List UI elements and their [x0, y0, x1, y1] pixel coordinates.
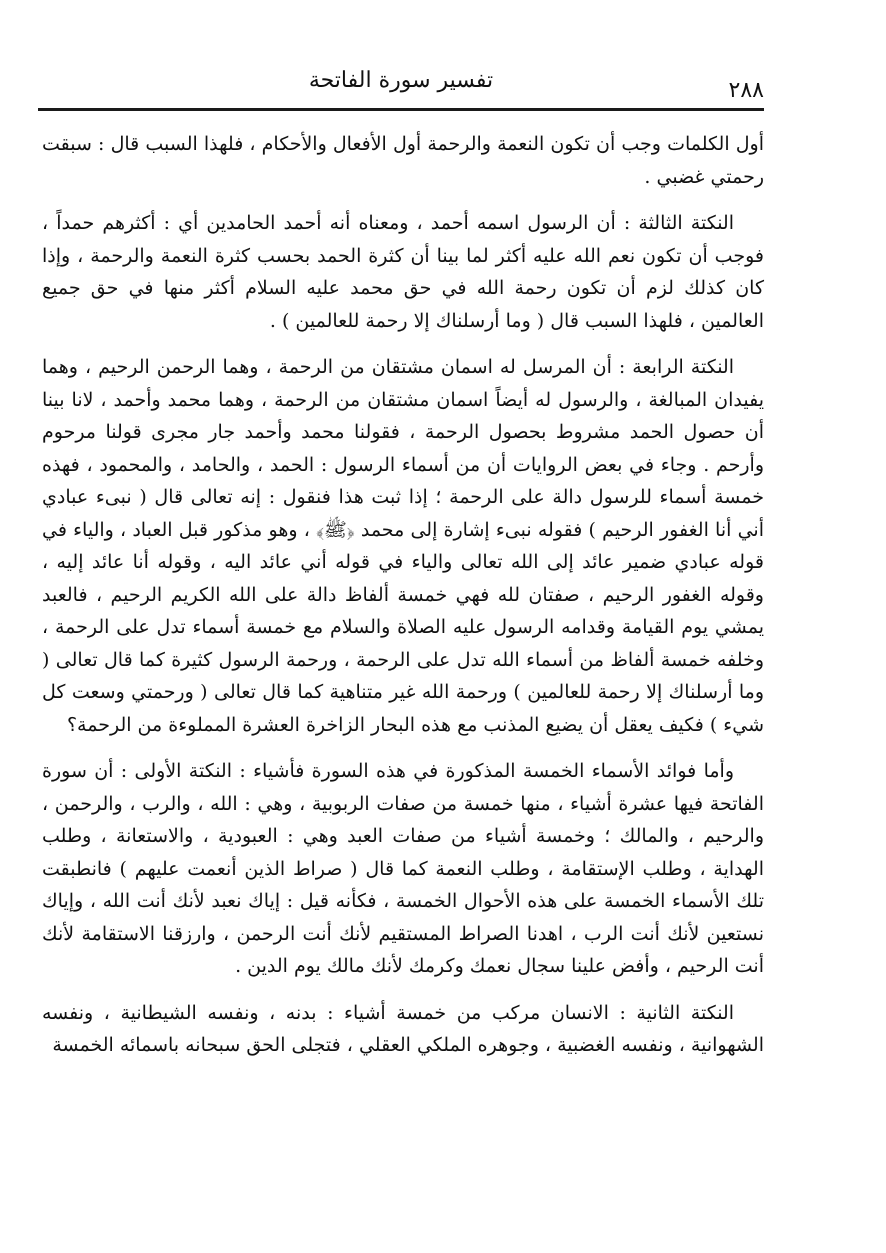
paragraph-continuation: أول الكلمات وجب أن تكون النعمة والرحمة أول الأفعال والأحكام ، فلهذا السبب قال : سبقت رحمتي غضبي .	[42, 133, 764, 188]
paragraph-fourth-point: النكتة الرابعة : أن المرسل له اسمان مشتقان من الرحمة ، وهما الرحمن الرحيم ، وهما يفيدان المبالغة ، والرسول له أيضاً اسمان مشتقان من الرحمة ، وهما محمد وأحمد ، لانا بينا أن حصول الحمد مشروط بحصول الرحمة ، فقولنا محمد وأحمد جار مجرى قولنا مرحوم وأرحم . وجاء في بعض الروايات أن من أسماء الرسول : الحمد ، والحامد ، والمحمود ، فهذه خمسة أسماء للرسول دالة على الرحمة ؛ إذا ثبت هذا فنقول : إنه تعالى قال ( نبىء عبادي أني أنا الغفور الرحيم ) فقوله نبىء إشارة إلى محمد ﴿ﷺ﴾ ، وهو مذكور قبل العباد ، والياء في قوله عبادي ضمير عائد إلى الله تعالى والياء في قوله أني عائد اليه ، وقوله أنا عائد إليه ، وقوله الغفور الرحيم ، صفتان لله فهي خمسة ألفاظ دالة على الله الكريم الرحيم ، فالعبد يمشي يوم القيامة وقدامه الرسول عليه الصلاة والسلام مع خمسة أسماء تدل على الرحمة ، وخلفه خمسة ألفاظ من أسماء الله تدل على الرحمة ، ورحمة الرسول كثيرة كما قال تعالى ( وما أرسلناك إلا رحمة للعالمين ) ورحمة الله غير متناهية كما قال تعالى ( ورحمتي وسعت كل شيء ) فكيف يعقل أن يضيع المذنب مع هذه البحار الزاخرة العشرة المملوءة من الرحمة؟	[42, 356, 764, 736]
running-title: تفسير سورة الفاتحة	[308, 68, 494, 93]
page-number: ٢٨٨	[728, 78, 764, 103]
page-header	[38, 58, 764, 111]
paragraph-third-point: النكتة الثالثة : أن الرسول اسمه أحمد ، ومعناه أنه أحمد الحامدين أي : أكثرهم حمداً ، فوجب أن تكون نعم الله عليه أكثر لما بينا أن كثرة الحمد بحسب كثرة النعمة والرحمة ، وإذا كان كذلك لزم أن تكون رحمة الله في حق محمد عليه السلام أكثر منها في حق جميع العالمين ، فلهذا السبب قال ( وما أرسلناك إلا رحمة للعالمين ) .	[42, 212, 764, 332]
paragraph-second-point: النكتة الثانية : الانسان مركب من خمسة أشياء : بدنه ، ونفسه الشيطانية ، ونفسه الشهوانية ، ونفسه الغضبية ، وجوهره الملكي العقلي ، فتجلى الحق سبحانه باسمائه الخمسة	[42, 1001, 764, 1056]
page-body	[42, 128, 764, 1076]
paragraph-five-names-benefits: وأما فوائد الأسماء الخمسة المذكورة في هذه السورة فأشياء : النكتة الأولى : أن سورة الفاتحة فيها عشرة أشياء ، منها خمسة من صفات الربوبية ، وهي : الله ، والرب ، والرحمن ، والرحيم ، والمالك ؛ وخمسة أشياء من صفات العبد وهي : العبودية ، والاستعانة ، وطلب الهداية ، وطلب الإستقامة ، وطلب النعمة كما قال ( صراط الذين أنعمت عليهم ) فانطبقت تلك الأسماء الخمسة على هذه الأحوال الخمسة ، فكأنه قيل : إياك نعبد لأنك أنت الله ، وإياك نستعين لأنك أنت الرب ، اهدنا الصراط المستقيم لأنك أنت الرحمن ، وارزقنا الاستقامة لأنك أنت الرحيم ، وأفض علينا سجال نعمك وكرمك لأنك مالك يوم الدين .	[42, 760, 764, 977]
